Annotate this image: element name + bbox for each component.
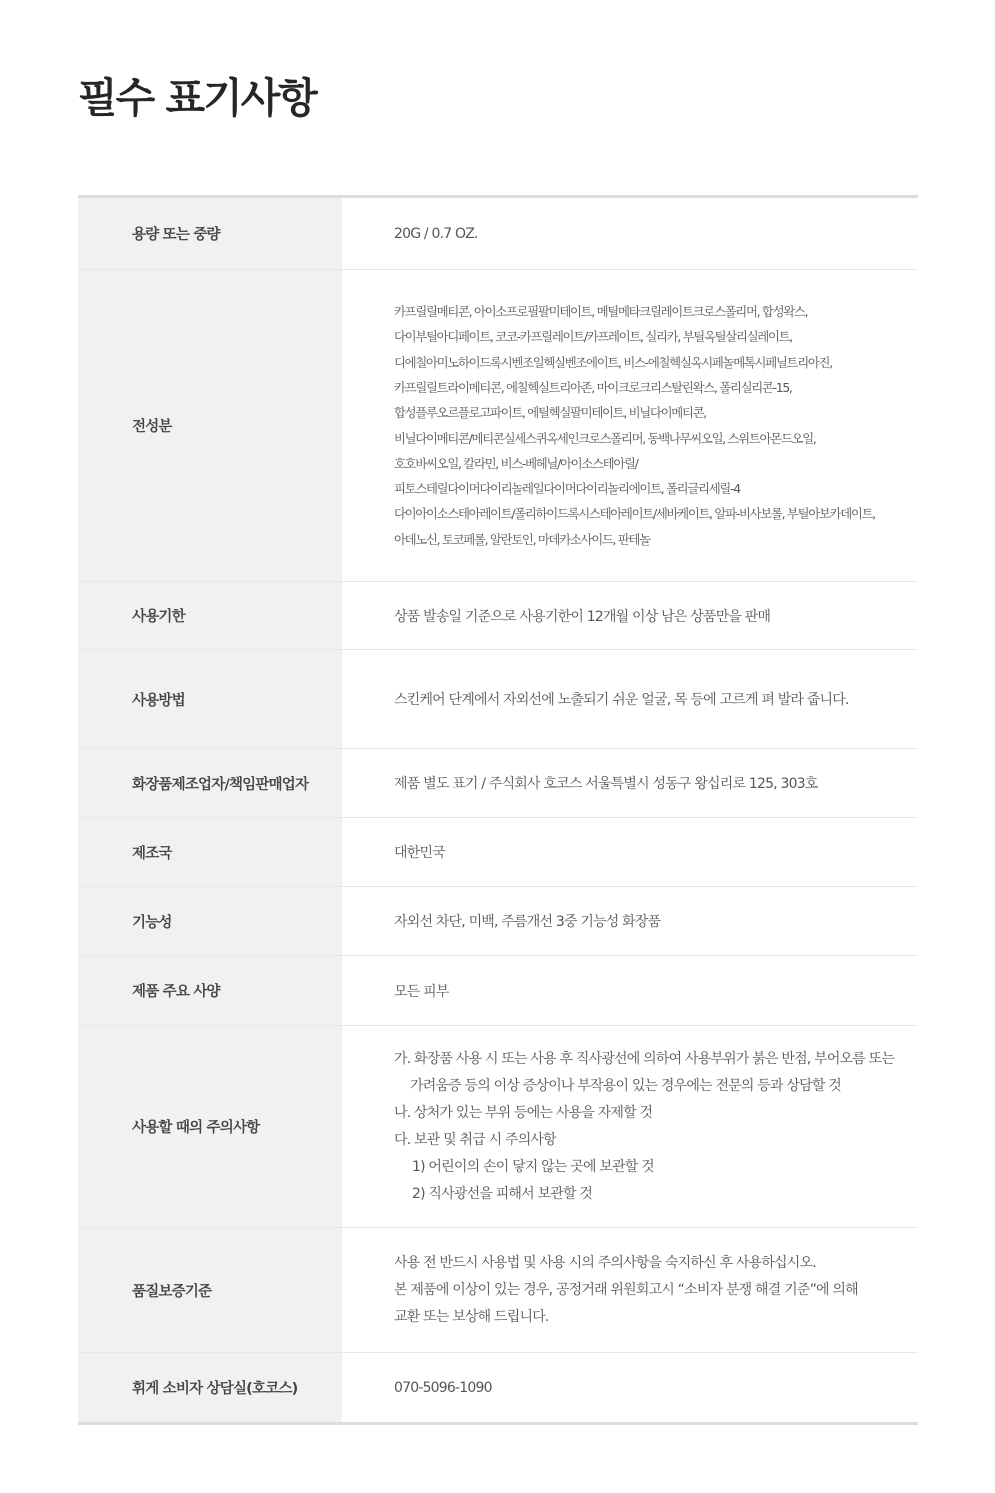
row-value (342, 1228, 918, 1352)
quality-line: 사용 전 반드시 사용법 및 사용 시의 주의사항을 숙지하신 후 사용하십시오. (394, 1254, 816, 1271)
precaution-line: 2) 직사광선을 피해서 보관할 것 (412, 1185, 593, 1202)
ingredient-line: 다이부틸아디페이트, 코코-카프릴레이트/카프레이트, 실리카, 부틸옥틸살리실레이트, (394, 329, 792, 345)
precaution-line: 가려움증 등의 이상 증상이나 부작용이 있는 경우에는 전문의 등과 상담할 것 (410, 1077, 841, 1094)
precaution-line: 다. 보관 및 취급 시 주의사항 (394, 1131, 556, 1148)
row-label: 화장품제조업자/책임판매업자 (78, 749, 342, 817)
table-row-contact (78, 1353, 918, 1422)
row-value: 상품 발송일 기준으로 사용기한이 12개월 이상 남은 상품만을 판매 (394, 608, 771, 625)
precaution-line: 가. 화장품 사용 시 또는 사용 후 직사광선에 의하여 사용부위가 붉은 반점, 부어오름 또는 (394, 1050, 895, 1067)
ingredient-line: 비닐다이메티콘/메티콘실세스퀴옥세인크로스폴리머, 동백나무씨오일, 스위트아몬드오일, (394, 430, 816, 446)
precaution-line: 나. 상처가 있는 부위 등에는 사용을 자제할 것 (394, 1104, 653, 1121)
ingredient-line: 다이아이소스테아레이트/폴리하이드록시스테아레이트/세바케이트, 알파-비사보롤, 부틸아보카데이트, (394, 506, 875, 522)
row-label: 사용기한 (78, 582, 342, 649)
page-title: 필수 표기사항 (78, 74, 316, 122)
product-info-table (78, 195, 918, 1425)
table-row-expiry (78, 582, 918, 650)
quality-line: 교환 또는 보상해 드립니다. (394, 1308, 549, 1325)
row-value (342, 270, 918, 581)
quality-text (394, 1250, 858, 1331)
row-label: 제조국 (78, 818, 342, 886)
row-label: 제품 주요 사양 (78, 956, 342, 1025)
ingredient-line: 합성플루오르플로고파이트, 에틸헥실팔미테이트, 비닐다이메티콘, (394, 405, 706, 421)
ingredient-line: 디에칠아미노하이드록시벤조일헥실벤조에이트, 비스-에칠헥실옥시페놀메톡시페닐트리아진, (394, 354, 832, 370)
ingredient-line: 피토스테릴다이머다이리놀레일다이머다이리놀리에이트, 폴리글리세릴-4 (394, 481, 740, 497)
row-label: 기능성 (78, 887, 342, 955)
row-label: 휘게 소비자 상담실(호코스) (78, 1353, 342, 1422)
row-label: 사용할 때의 주의사항 (78, 1026, 342, 1227)
row-label: 품질보증기준 (78, 1228, 342, 1352)
ingredient-line: 카프릴릴트라이메티콘, 에칠헥실트리아존, 마이크로크리스탈린왁스, 폴리실리콘-15, (394, 379, 792, 395)
row-label: 사용방법 (78, 650, 342, 748)
row-label: 용량 또는 중량 (78, 198, 342, 269)
table-row-country (78, 818, 918, 887)
precautions-list (394, 1046, 894, 1208)
quality-line: 본 제품에 이상이 있는 경우, 공정거래 위원회고시 “소비자 분쟁 해결 기준”에 의해 (394, 1281, 858, 1298)
table-row-usage (78, 650, 918, 749)
ingredient-line: 호호바씨오일, 칼라민, 비스-베헤닐/아이소스테아릴/ (394, 455, 638, 471)
row-value: 스킨케어 단계에서 자외선에 노출되기 쉬운 얼굴, 목 등에 고르게 펴 발라 줍니다. (394, 692, 849, 708)
ingredient-line: 아데노신, 토코페롤, 알란토인, 마데카소사이드, 판테놀 (394, 531, 650, 547)
table-row-volume (78, 198, 918, 270)
row-value: 20G / 0.7 OZ. (394, 225, 478, 242)
row-value: 070-5096-1090 (394, 1379, 492, 1396)
precaution-line: 1) 어린이의 손이 닿지 않는 곳에 보관할 것 (412, 1158, 654, 1175)
table-row-ingredients (78, 270, 918, 582)
row-value: 자외선 차단, 미백, 주름개선 3중 기능성 화장품 (394, 914, 661, 930)
ingredients-list (394, 299, 875, 552)
ingredient-line: 카프릴릴메티콘, 아이소프로필팔미테이트, 메틸메타크릴레이트크로스폴리머, 합성왁스, (394, 304, 808, 320)
table-row-quality (78, 1228, 918, 1353)
table-row-precautions (78, 1026, 918, 1228)
table-row-functionality (78, 887, 918, 956)
row-value: 제품 별도 표기 / 주식회사 호코스 서울특별시 성동구 왕십리로 125, 303호 (394, 776, 818, 792)
row-value: 대한민국 (394, 845, 445, 861)
row-value: 모든 피부 (394, 983, 449, 1000)
row-label: 전성분 (78, 270, 342, 581)
row-value (342, 1026, 918, 1227)
table-row-spec (78, 956, 918, 1026)
table-row-manufacturer (78, 749, 918, 818)
